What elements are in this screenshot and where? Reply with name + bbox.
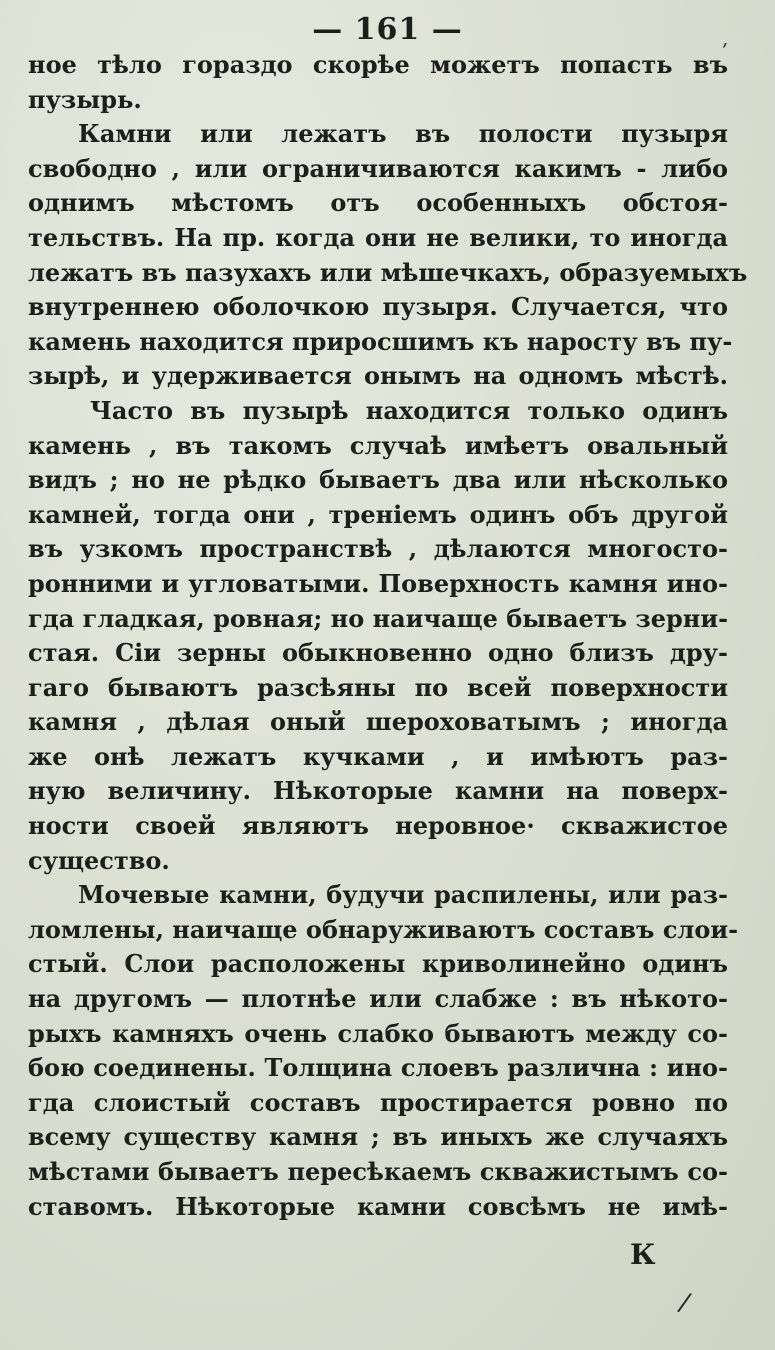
ink-mark-bottom: / — [675, 1287, 694, 1319]
text-line: ронними и угловатыми. Поверхность камня ино- — [28, 568, 728, 598]
text-line: ную величину. Нѣкоторые камни на поверх- — [28, 776, 728, 806]
text-line: же онѣ лежатъ кучками , и имѣютъ раз- — [28, 741, 728, 771]
text-line: Камни или лежатъ въ полости пузыря — [78, 119, 728, 149]
text-line: на другомъ — плотнѣе или слабже : въ нѣкото- — [28, 984, 728, 1014]
text-line: гда гладкая, ровная; но наичаще бываетъ зерни- — [28, 603, 729, 633]
text-line: камня , дѣлая оный шероховатымъ ; иногда — [28, 707, 728, 737]
text-line: Часто въ пузырѣ находится только одинъ — [90, 395, 728, 425]
signature-mark: К — [630, 1238, 656, 1271]
text-line: ности своей являютъ неровное· скважистое — [28, 811, 728, 841]
text-line: въ узкомъ пространствѣ , дѣлаются многосто- — [28, 534, 728, 564]
text-line: бою соединены. Толщина слоевъ различна : ино- — [28, 1053, 728, 1083]
text-line: зырѣ, и удерживается онымъ на одномъ мѣстѣ. — [28, 361, 728, 391]
text-line: камней, тогда они , тренiемъ одинъ объ другой — [28, 499, 728, 529]
text-line: мѣстами бываетъ пересѣкаемъ скважистымъ со- — [28, 1157, 728, 1186]
ink-mark-top: , — [722, 26, 729, 50]
text-line: лежатъ въ пазухахъ или мѣшечкахъ, образуемыхъ — [28, 257, 748, 287]
text-line: камень находится приросшимъ къ наросту въ пу- — [28, 326, 733, 356]
page-number: — 161 — — [312, 12, 463, 47]
text-line: ставомъ. Нѣкоторые камни совсѣмъ не имѣ- — [28, 1191, 728, 1221]
body-text — [28, 48, 748, 1224]
text-line: пузырь. — [28, 84, 142, 114]
text-line: существо. — [28, 845, 170, 875]
text-line: свободно , или ограничиваются какимъ - либо — [28, 153, 728, 183]
text-line: видъ ; но не рѣдко бываетъ два или нѣсколько — [28, 465, 728, 495]
text-line: Мочевые камни, будучи распилены, или раз- — [78, 880, 728, 910]
text-line: рыхъ камняхъ очень слабко бываютъ между со- — [28, 1018, 728, 1048]
text-line: ломлены, наичаще обнаруживаютъ составъ слои- — [28, 914, 739, 944]
text-line: тельствъ. На пр. когда они не велики, то иногда — [28, 222, 728, 252]
text-line: внутреннею оболочкою пузыря. Случается, что — [28, 292, 728, 322]
text-line: стый. Слои расположены криволинейно одинъ — [28, 949, 728, 979]
text-line: однимъ мѣстомъ отъ особенныхъ обстоя- — [28, 188, 728, 218]
text-line: гаго бываютъ разсѣяны по всей поверхности — [28, 672, 728, 702]
text-line: стая. Сiи зерны обыкновенно одно близъ дру- — [28, 638, 728, 668]
text-line: ное тѣло гораздо скорѣе можетъ попасть въ — [28, 50, 728, 79]
text-line: всему существу камня ; въ иныхъ же случаяхъ — [28, 1122, 728, 1152]
text-line: камень , въ такомъ случаѣ имѣетъ овальный — [28, 430, 728, 460]
text-line: гда слоистый составъ простирается ровно по — [28, 1087, 728, 1117]
